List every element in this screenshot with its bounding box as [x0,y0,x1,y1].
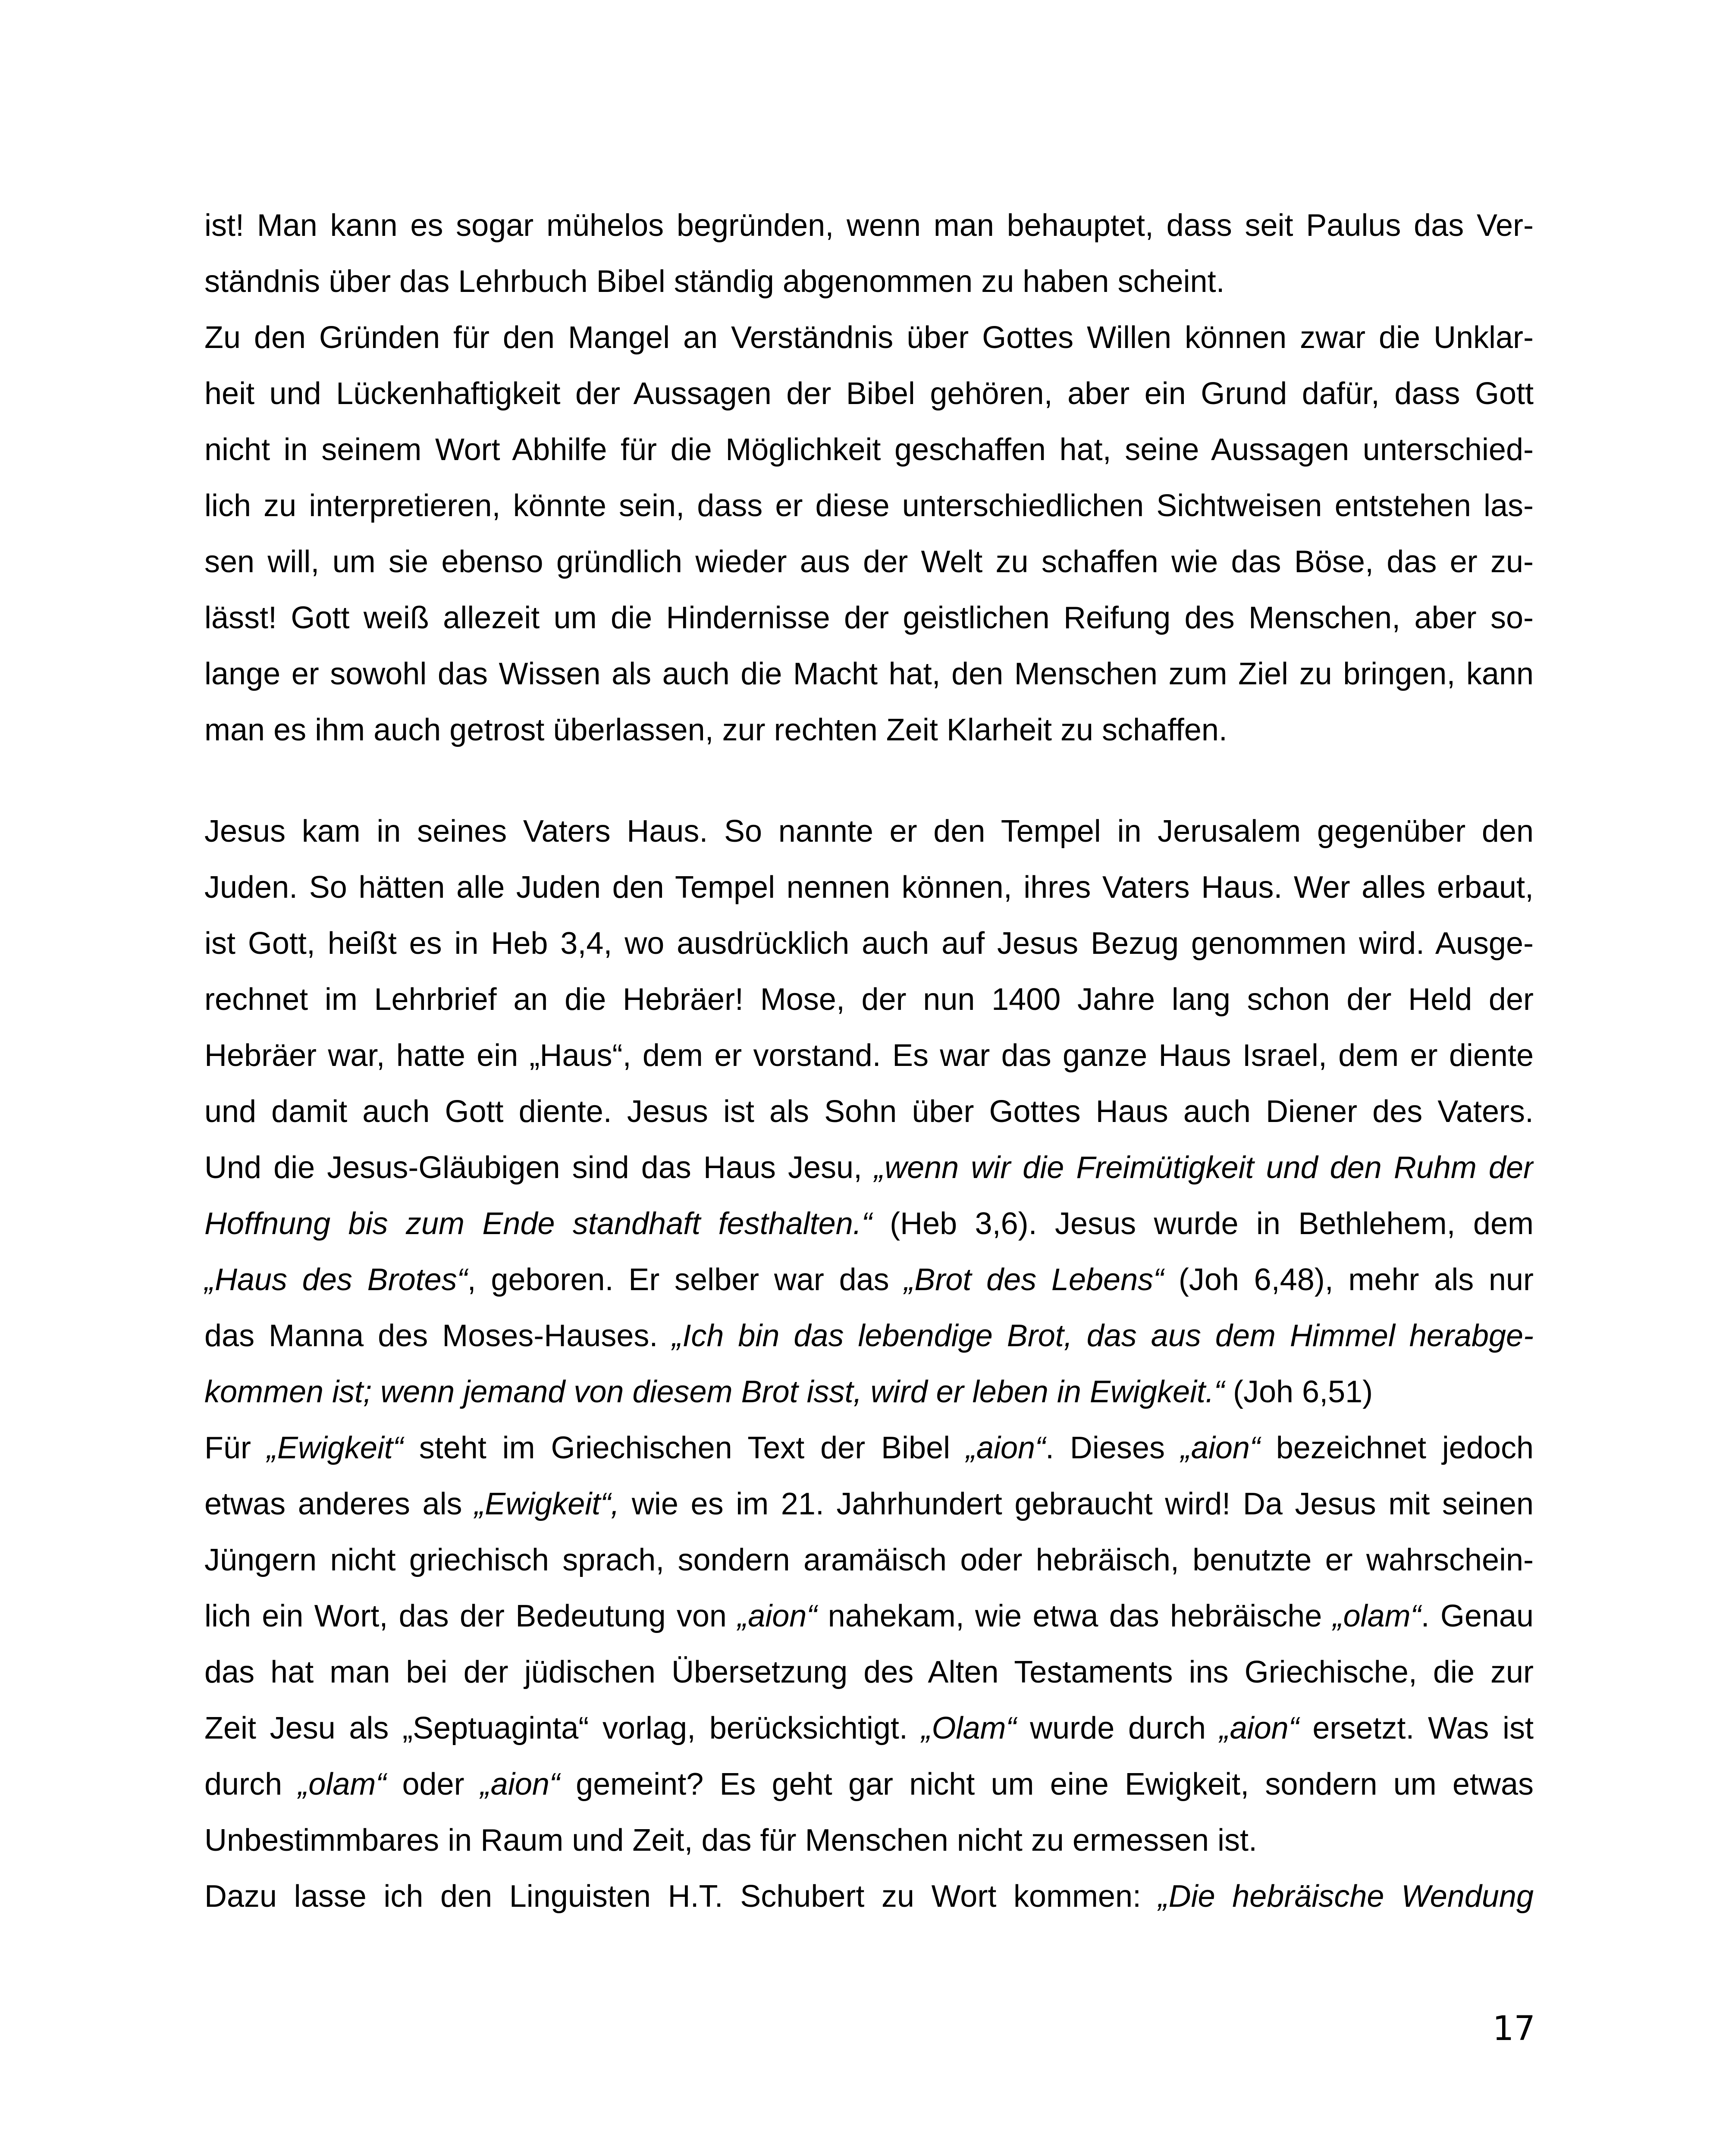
text-run: . Genau [1421,1599,1534,1633]
text-line: und damit auch Gott diente. Jesus ist als Sohn über Gottes Haus auch Diener des Vaters. [204,1094,1534,1129]
text-run: Und die Jesus-Gläubigen sind das Haus Jesu, [204,1150,875,1185]
text-run: Zeit Jesu als „Septuaginta“ vorlag, berücksichtigt. [204,1711,922,1745]
text-run: gemeint? Es geht gar nicht um eine Ewigkeit, sondern um etwas [559,1767,1534,1802]
term-italic: „aion“ [1219,1711,1299,1745]
text-line [204,1868,1534,1924]
quote-italic: „Ich bin das lebendige Brot, das aus dem Himmel herabge- [672,1319,1534,1353]
text-line: Zu den Gründen für den Mangel an Verständnis über Gottes Willen können zwar die Unklar- [204,320,1534,355]
text-line: Juden. So hätten alle Juden den Tempel nennen können, ihres Vaters Haus. Wer alles erbaut, [204,870,1534,905]
text-run: (Joh 6,51) [1224,1375,1373,1409]
term-italic: „aion“ [480,1767,560,1802]
page-number: 17 [1492,2009,1535,2048]
text-run: (Heb 3,6). Jesus wurde in Bethlehem, dem [872,1206,1534,1241]
text-line [204,1700,1534,1756]
text-line: Jesus kam in seines Vaters Haus. So nannte er den Tempel in Jerusalem gegenüber den [204,814,1534,849]
quote-italic: „Brot des Lebens“ [904,1263,1164,1297]
text-run: ersetzt. Was ist [1299,1711,1534,1745]
text-run: oder [386,1767,480,1802]
text-line: sen will, um sie ebenso gründlich wieder aus der Welt zu schaffen wie das Böse, das er zu- [204,545,1534,579]
text-run: nahekam, wie etwa das hebräische [817,1599,1333,1633]
text-line: Unbestimmbares in Raum und Zeit, das für Menschen nicht zu ermessen ist. [204,1823,1258,1858]
text-line [204,1588,1534,1644]
quote-italic: „wenn wir die Freimütigkeit und den Ruhm der [874,1150,1534,1185]
quote-italic: „Haus des Brotes“ [204,1263,468,1297]
text-block-lower [204,803,1534,1924]
text-run: durch [204,1767,298,1802]
text-run: Dazu lasse ich den Linguisten H.T. Schubert zu Wort kommen: [204,1879,1158,1914]
text-line [204,1756,1534,1812]
text-line: lange er sowohl das Wissen als auch die Macht hat, den Menschen zum Ziel zu bringen, kann [204,657,1534,691]
text-run: wurde durch [1016,1711,1220,1745]
text-line: Jüngern nicht griechisch sprach, sondern aramäisch oder hebräisch, benutzte er wahrschein- [204,1543,1534,1577]
quote-italic: „Die hebräische Wendung [1158,1879,1534,1914]
text-run: (Joh 6,48), mehr als nur [1164,1263,1534,1297]
term-italic: „olam“ [298,1767,386,1802]
text-line: ist Gott, heißt es in Heb 3,4, wo ausdrücklich auch auf Jesus Bezug genommen wird. Ausge- [204,926,1534,961]
text-block-upper [204,197,1534,758]
text-line [204,1140,1534,1196]
text-run: etwas anderes als [204,1487,475,1521]
text-run: lich ein Wort, das der Bedeutung von [204,1599,738,1633]
term-italic: „aion“ [737,1599,817,1633]
text-line: man es ihm auch getrost überlassen, zur rechten Zeit Klarheit zu schaffen. [204,713,1227,747]
text-line: rechnet im Lehrbrief an die Hebräer! Mose, der nun 1400 Jahre lang schon der Held der [204,982,1534,1017]
text-line [204,1252,1534,1308]
text-line [204,1308,1534,1364]
quote-italic: Hoffnung bis zum Ende standhaft festhalten.“ [204,1206,872,1241]
term-italic: „olam“ [1333,1599,1421,1633]
text-line: heit und Lückenhaftigkeit der Aussagen der Bibel gehören, aber ein Grund dafür, dass Gott [204,376,1534,411]
term-italic: „Ewigkeit“, [474,1487,620,1521]
text-line: lässt! Gott weiß allezeit um die Hindernisse der geistlichen Reifung des Menschen, aber so- [204,601,1534,635]
text-run: bezeichnet jedoch [1260,1431,1534,1465]
text-line [204,1196,1534,1252]
text-run: Für [204,1431,267,1465]
text-line: ständnis über das Lehrbuch Bibel ständig abgenommen zu haben scheint. [204,264,1225,299]
quote-italic: kommen ist; wenn jemand von diesem Brot isst, wird er leben in Ewigkeit.“ [204,1375,1224,1409]
text-run: , geboren. Er selber war das [467,1263,904,1297]
term-italic: „aion“ [1180,1431,1260,1465]
text-line [204,1420,1534,1476]
text-line [204,1476,1534,1532]
text-run: . Dieses [1045,1431,1181,1465]
text-line: ist! Man kann es sogar mühelos begründen, wenn man behauptet, dass seit Paulus das Ver- [204,208,1534,243]
term-italic: „Ewigkeit“ [267,1431,403,1465]
text-line: Hebräer war, hatte ein „Haus“, dem er vorstand. Es war das ganze Haus Israel, dem er diente [204,1038,1534,1073]
text-line: lich zu interpretieren, könnte sein, dass er diese unterschiedlichen Sichtweisen entstehen las- [204,489,1534,523]
text-run: steht im Griechischen Text der Bibel [403,1431,966,1465]
term-italic: „aion“ [966,1431,1046,1465]
text-run: das Manna des Moses-Hauses. [204,1319,672,1353]
text-line [204,1364,1534,1420]
text-line: nicht in seinem Wort Abhilfe für die Möglichkeit geschaffen hat, seine Aussagen unterschied- [204,432,1534,467]
text-line: das hat man bei der jüdischen Übersetzung des Alten Testaments ins Griechische, die zur [204,1655,1534,1689]
term-italic: „Olam“ [921,1711,1017,1745]
text-run: wie es im 21. Jahrhundert gebraucht wird! Da Jesus mit seinen [619,1487,1534,1521]
